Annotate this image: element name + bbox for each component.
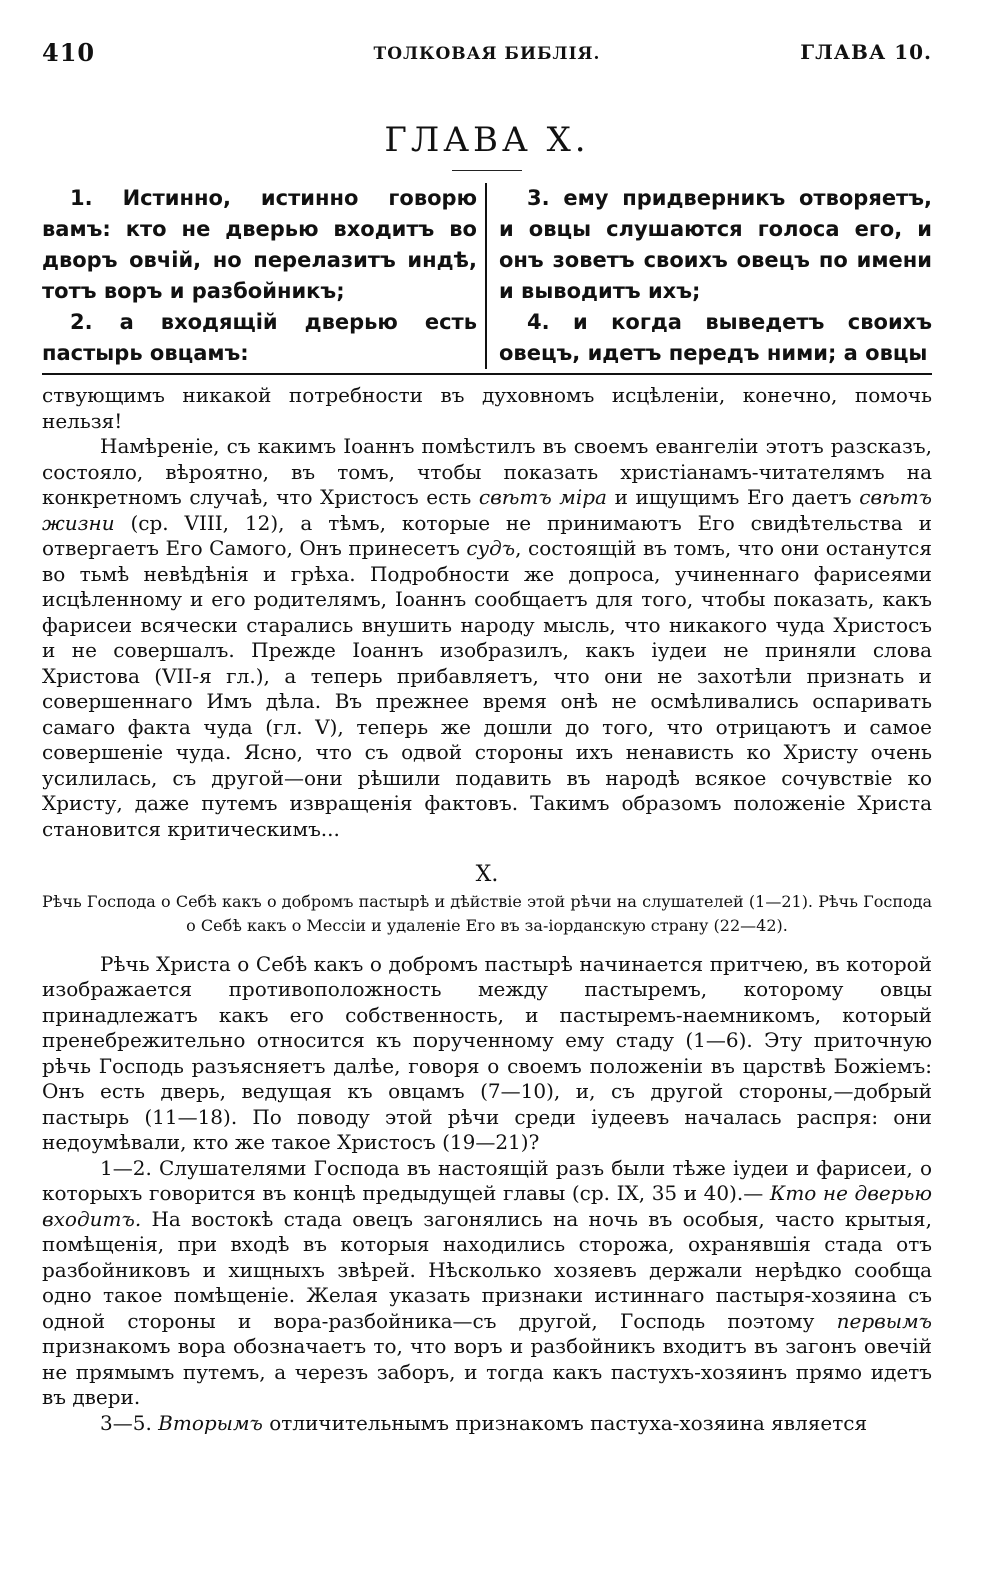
commentary [42, 383, 932, 1436]
verse-1: 1. Истинно, истинно говорю вамъ: кто не дверью входитъ во дворъ овчій, но перелазитъ индѣ, тотъ воръ и разбойникъ; [42, 186, 477, 303]
chapter-reference: ГЛАВА 10. [800, 40, 932, 64]
section-intro-paragraph: Рѣчь Христа о Себѣ какъ о добромъ пастырѣ начинается притчею, въ которой изображается противоположность между пастыремъ, которому овцы принадлежатъ какъ его собственность, и пастыремъ-наемникомъ, который пренебрежительно относится къ порученному ему стаду (1—6). Эту приточную рѣчь Господь разъясняетъ далѣе, говоря о своемъ положеніи въ царствѣ Божіемъ: Онъ есть дверь, ведущая къ овцамъ (7—10), и, съ другой стороны,—добрый пастырь (11—18). По поводу этой рѣчи среди іудеевъ началась распря: они недоумѣвали, кто же такое Христосъ (19—21)? [42, 951, 932, 1154]
scripture-verses [42, 183, 932, 375]
chapter-title: ГЛАВА X. [384, 120, 590, 160]
emphasis-text: свѣтъ міра [478, 485, 607, 509]
emphasis-text: свѣтъ жизни [42, 485, 932, 535]
running-head [42, 38, 932, 78]
commentary-paragraph-3-5: 3—5. Вторымъ отличительнымъ признакомъ пастуха-хозяина является [100, 1410, 868, 1435]
verses-left-column [42, 183, 487, 369]
commentary-continuation: ствующимъ никакой потребности въ духовномъ исцѣленіи, конечно, помочь нельзя! [42, 383, 932, 433]
page [42, 38, 932, 1436]
verse-4: 4. и когда выведетъ своихъ овецъ, идетъ передъ ними; а овцы [499, 310, 932, 365]
running-title: ТОЛКОВАЯ БИБЛІЯ. [373, 44, 601, 64]
commentary-paragraph: Намѣреніе, съ какимъ Іоаннъ помѣстилъ въ своемъ евангеліи этотъ разсказъ, состояло, вѣроятно, въ томъ, чтобы показать христіанамъ-читателямъ на конкретномъ случаѣ, что Христосъ есть свѣтъ міра и ищущимъ Его даетъ свѣтъ жизни (ср. VIII, 12), а тѣмъ, которые не принимаютъ Его свидѣтельства и отвергаетъ Его Самого, Онъ принесетъ судъ, состоящій въ томъ, что они останутся во тьмѣ невѣдѣнія и грѣха. Подробности же допроса, учиненнаго фарисеями исцѣленному и его родителямъ, Іоаннъ сообщаетъ для того, чтобы показать, какъ фарисеи всячески старались внушить народу мысль, что никакого чуда Христосъ и не совершалъ. Прежде Іоаннъ изобразилъ, какъ іудеи не приняли слова Христова (VII-я гл.), а теперь прибавляетъ, что они не захотѣли признать и совершеннаго Имъ дѣла. Въ прежнее время онѣ не осмѣливались оспаривать самаго факта чуда (гл. V), теперь же дошли до того, что отрицаютъ и самое совершеніе чуда. Ясно, что съ одвой стороны ихъ ненависть ко Христу очень усилилась, съ другой—они рѣшили подавить въ народѣ всякое сочувствіе ко Христу, даже путемъ извращенія фактовъ. Такимъ образомъ положеніе Христа становится критическимъ... [42, 434, 932, 841]
chapter-title-rule [452, 170, 522, 171]
page-number: 410 [42, 38, 96, 67]
verses-right-column [487, 183, 932, 369]
verse-reference: 1—2. [100, 1155, 152, 1180]
verse-3: 3. ему придверникъ отворяетъ, и овцы слушаются голоса его, и онъ зоветъ своихъ овецъ по имени и выводитъ ихъ; [499, 186, 932, 303]
emphasis-text: Кто не дверью входитъ. [42, 1181, 932, 1231]
commentary-paragraph-1-2: 1—2. Слушателями Господа въ настоящій разъ были тѣже іудеи и фарисеи, о которыхъ говорится въ концѣ предыдущей главы (ср. IX, 35 и 40).— Кто не дверью входитъ. На востокѣ стада овецъ загонялись на ночь въ особыя, часто крытыя, помѣщенія, при входѣ въ которыя находились сторожа, охранявшія стада отъ разбойниковъ и хищныхъ звѣрей. Нѣсколько хозяевъ держали нерѣдко сообща одно такое помѣщеніе. Желая указать признаки истиннаго пастыря-хозяина съ одной стороны и вора-разбойника—съ другой, Господь поэтому первымъ признакомъ вора обозначаетъ то, что воръ и разбойникъ входитъ въ загонъ овечій не прямымъ путемъ, а черезъ заборъ, и тогда какъ пастухъ-хозяинъ прямо идетъ въ двери. [42, 1155, 932, 1409]
verse-2: 2. а входящій дверью есть пастырь овцамъ: [42, 310, 477, 365]
section-summary: Рѣчь Господа о Себѣ какъ о добромъ пастырѣ и дѣйствіе этой рѣчи на слушателей (1—21). Рѣчь Господа о Себѣ какъ о Мессіи и удаленіе Его въ за-іорданскую страну (22—42). [42, 891, 932, 935]
section-numeral: X. [475, 862, 499, 887]
emphasis-text: Вторымъ [158, 1410, 263, 1435]
emphasis-text: первымъ [836, 1308, 932, 1333]
verse-reference: 3—5. [100, 1410, 152, 1435]
emphasis-text: судъ [466, 536, 516, 560]
